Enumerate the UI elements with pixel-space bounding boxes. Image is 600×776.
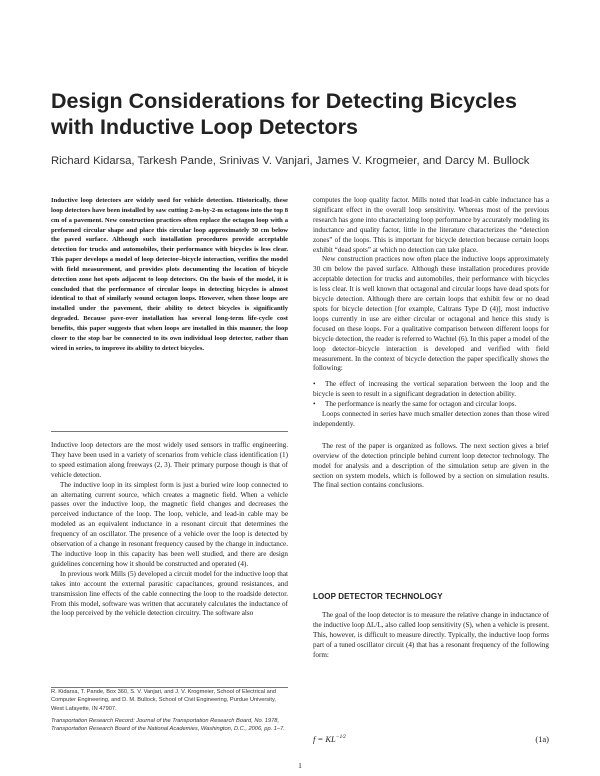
body-paragraph: The rest of the paper is organized as follows. The next section gives a brief overview of the detection principle behind current loop detector technology. The model for analysis and a description of the simulation setup are given in the section on system models, which is followed by a section on simulation results. The final section contains conclusions. xyxy=(313,441,549,490)
body-paragraph: computes the loop quality factor. Mills noted that lead-in cable inductance has a significant effect in the overall loop sensitivity. Whereas most of the previous research has gone into characterizing loop performance by accurately modeling its inductance and quality factor, little in the literature characterizes the “detection zones” of the loops. This is important for bicycle detection because certain loops exhibit “dead spots” at which no detection can take place. xyxy=(313,196,549,254)
left-column-body xyxy=(51,441,288,619)
body-paragraph: New construction practices now often place the inductive loops approximately 30 cm below the paved surface. Although these installation procedures provide acceptable detection for trucks and automobiles, their performance with bicycles is less clear. It is well known that octagonal and circular loops have dead spots for bicycle detection. Although there are certain loops that exhibit few or no dead spots for bicycle detection [for example, Caltrans Type D (4)], most inductive loops currently in use are either circular or octagonal and hence this study is focused on these loops. For a qualitative comparison between different loops for bicycle detection, the reader is referred to Wachtel (6). In this paper a model of the loop detector–bicycle interaction is developed and verified with field measurement. In the context of bicycle detection the paper specifically shows the following: xyxy=(313,255,549,373)
body-paragraph: In previous work Mills (5) developed a circuit model for the inductive loop that takes into account the external parasitic capacitances, ground resistances, and transmission line effects of the cable connecting the loop to the roadside detector. From this model, software was written that accurately calculates the inductance of the loop perceived by the vehicle detection circuitry. The software also xyxy=(51,569,288,618)
list-item: • The effect of increasing the vertical separation between the loop and the bicycle is seen to result in a significant degradation in detection ability. xyxy=(313,380,549,399)
section-heading: LOOP DETECTOR TECHNOLOGY xyxy=(313,592,443,601)
equation-exponent: −1⁄2 xyxy=(335,734,346,741)
author-affiliation: R. Kidarsa, T. Pande, Box 360, S. V. Vanjari, and J. V. Krogmeier, School of Electrical and Computer Engineering, and D. M. Bullock, School of Civil Engineering, Purdue University, West Lafayette, IN 47907. xyxy=(51,689,277,712)
body-paragraph: Loops connected in series have much smaller detection zones than those wired independently. xyxy=(313,410,549,428)
equation-expression: $f = KL^{-1⁄2}$ xyxy=(313,734,346,744)
footnote xyxy=(51,688,288,737)
equation xyxy=(313,734,549,748)
bullet-icon: • xyxy=(313,380,316,389)
bullet-icon: • xyxy=(313,400,316,409)
section-body xyxy=(313,611,549,661)
abstract xyxy=(51,196,288,354)
equation-number: (1a) xyxy=(535,734,549,744)
journal-citation: Transportation Research Record: Journal of the Transportation Research Board, No. 1978, Transportation Research Board of the National Academies, Washington, D.C., 2006, pp. 1–7. xyxy=(51,717,285,733)
findings-list xyxy=(313,380,549,410)
paper-title: Design Considerations for Detecting Bicycles with Inductive Loop Detectors xyxy=(51,89,517,139)
abstract-divider xyxy=(51,431,288,432)
right-column-body xyxy=(313,196,549,491)
list-item: • The performance is nearly the same for octagon and circular loops. xyxy=(313,400,517,409)
abstract-text: Inductive loop detectors are widely used for vehicle detection. Historically, these loop detectors have been installed by saw cutting 2-m-by-2-m octagons into the top 8 cm of a pavement. New construction practices often replace the octagon loop with a preformed circular shape and place this circular loop approximately 30 cm below the paved surface. Although such installation procedures provide acceptable detection for trucks and automobiles, their performance with bicycles is less clear. This paper develops a model of loop detector–bicycle interaction, verifies the model with field measurement, and provides plots documenting the location of bicycle detection zone hot spots adjacent to loop detectors. On the basis of the model, it is concluded that the performance of circular loops in detecting bicycles is almost identical to that of similarly wound octagon loops. However, when those loops are installed under the pavement, their ability to detect bicycles is significantly degraded. Because pave-over installation has several long-term life-cycle cost benefits, this paper suggests that when loops are installed in this manner, the loop closer to the stop bar be connected to its own individual loop detector, rather than wired in series, to improve its ability to detect bicycles. xyxy=(51,197,288,352)
body-paragraph: The goal of the loop detector is to measure the relative change in inductance of the inductive loop ΔL/L, also called loop sensitivity (S), when a vehicle is present. This, however, is difficult to measure directly. Typically, the inductive loop forms part of a tuned oscillator circuit (4) that has a resonant frequency of the following form: xyxy=(313,611,549,659)
body-paragraph: The inductive loop in its simplest form is just a buried wire loop connected to an alternating current source, which creates a magnetic field. When a vehicle passes over the inductive loop, the magnetic field changes and decreases the perceived inductance of the loop. The loop, vehicle, and lead-in cable may be modeled as an equivalent inductance in a resonant circuit that determines the frequency of an oscillator. The presence of a vehicle over the loop is detected by observation of a change in resonant frequency caused by the change in inductance. The inductive loop in this capacity has been well studied, and there are design guidelines concerning how it should be constructed and operated (4). xyxy=(51,480,288,568)
page-number: 1 xyxy=(298,761,302,770)
author-list: Richard Kidarsa, Tarkesh Pande, Srinivas V. Vanjari, James V. Krogmeier, and Darcy M. Bullock xyxy=(51,155,530,167)
body-paragraph: Inductive loop detectors are the most widely used sensors in traffic engineering. They have been used in a variety of scenarios from vehicle class identification (1) to speed estimation along freeways (2, 3). Their primary purpose though is that of vehicle detection. xyxy=(51,441,288,479)
